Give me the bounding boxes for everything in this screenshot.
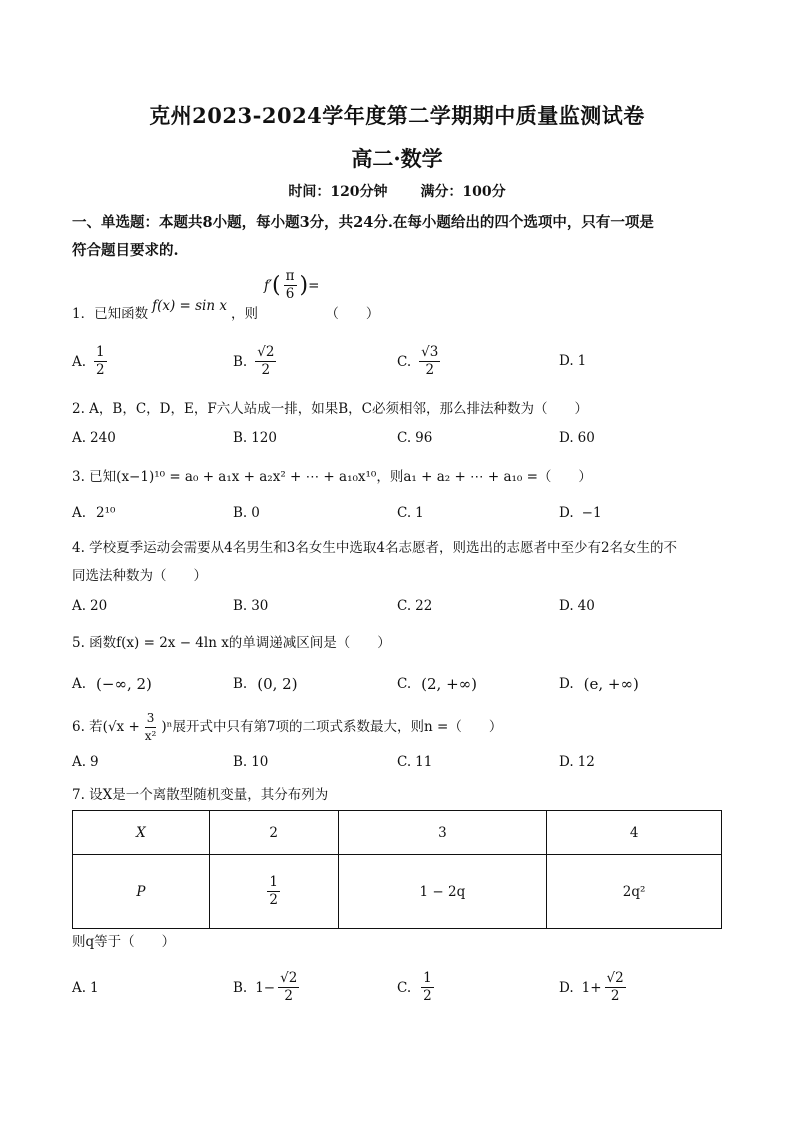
question-6 <box>72 706 732 748</box>
exam-title: 克州2023-2024学年度第二学期期中质量监测试卷 <box>149 103 645 128</box>
table-p-label: P <box>73 855 210 929</box>
q5-option-d-label: D. <box>559 676 574 692</box>
q1-derivative: f′ ( $\frac{\pi}{6}$ ) = <box>263 268 320 302</box>
q1-option-c-label: C. <box>397 353 412 370</box>
q4-line1: 4. 学校夏季运动会需要从4名男生和3名女生中选取4名志愿者，则选出的志愿者中至少有2名女生的不 <box>72 540 678 556</box>
q3-option-d[interactable] <box>559 505 602 521</box>
q2-option-a[interactable] <box>72 430 116 446</box>
q1-option-b-num: √2 <box>257 344 275 360</box>
q6-option-b-value: 10 <box>251 754 269 770</box>
exam-meta <box>0 181 794 201</box>
q5-option-d-value: (e, +∞) <box>583 675 639 693</box>
q1-option-a-label: A. <box>72 353 87 370</box>
q5-option-b-value: (0, 2) <box>257 675 298 693</box>
q6-option-d-label: D. <box>559 754 574 770</box>
q4-option-d-label: D. <box>559 598 574 614</box>
table-header-3: 3 <box>338 811 547 855</box>
exam-score: 满分：100分 <box>420 184 506 200</box>
q7-option-d-num: √2 <box>606 970 624 986</box>
q1-option-c-num: √3 <box>421 344 439 360</box>
q6-option-b[interactable] <box>233 754 268 770</box>
q3-option-b-label: B. <box>233 505 248 521</box>
q4-option-c-label: C. <box>397 598 412 614</box>
q1-option-d-value: 1 <box>577 353 587 369</box>
table-p1 <box>209 855 338 929</box>
q4-option-a[interactable] <box>72 598 107 614</box>
q7-after: 则q等于（ ） <box>72 934 176 950</box>
q5-option-a[interactable] <box>72 675 152 693</box>
section-heading-line1: 一、单选题：本题共8小题，每小题3分，共24分.在每小题给出的四个选项中，只有一项是 <box>72 214 654 231</box>
q7-option-d-den: 2 <box>610 988 620 1004</box>
q2-option-c[interactable] <box>397 430 432 446</box>
question-7: 7. 设X是一个离散型随机变量，其分布列为 <box>72 787 329 803</box>
q6-option-d-value: 12 <box>577 754 595 770</box>
q4-option-c-value: 22 <box>415 598 433 614</box>
q5-option-a-label: A. <box>72 676 87 692</box>
q7-option-b[interactable] <box>233 970 302 1005</box>
q4-line2: 同选法种数为（ ） <box>72 568 207 584</box>
q3-option-a[interactable] <box>72 505 115 521</box>
q5-option-c-label: C. <box>397 676 412 692</box>
q1-frac <box>284 268 297 303</box>
q5-option-a-value: (−∞, 2) <box>96 675 152 693</box>
q1-option-c[interactable] <box>397 344 443 379</box>
q1-option-c-frac <box>419 344 440 379</box>
q7-option-b-label: B. <box>233 979 248 996</box>
q7-option-a-value: 1 <box>90 980 99 996</box>
q3-option-b-value: 0 <box>251 505 260 521</box>
q4-option-a-value: 20 <box>90 598 108 614</box>
q6-frac-den: x² <box>144 728 157 743</box>
q6-option-c-label: C. <box>397 754 412 770</box>
q1-text-b: ，则 <box>230 306 258 322</box>
distribution-table <box>72 810 722 929</box>
question-1 <box>72 268 732 325</box>
q7-option-d[interactable] <box>559 970 629 1005</box>
q1-frac-den: 6 <box>285 286 295 302</box>
q4-option-a-label: A. <box>72 598 87 614</box>
q6-option-d[interactable] <box>559 754 595 770</box>
exam-time: 时间：120分钟 <box>288 184 388 200</box>
q1-func: f(x) = sin x <box>152 298 227 314</box>
q1-option-d-label: D. <box>559 353 574 369</box>
q3-option-a-value: 2¹⁰ <box>96 505 116 521</box>
q3-option-c-value: 1 <box>415 505 424 521</box>
q7-option-a-label: A. <box>72 980 87 996</box>
q2-option-d-label: D. <box>559 430 574 446</box>
q1-option-a-den: 2 <box>96 362 105 378</box>
q7-option-c-label: C. <box>397 979 412 996</box>
q1-frac-num: π <box>285 268 295 284</box>
q1-option-a-num: 1 <box>96 344 105 360</box>
q3-option-c-label: C. <box>397 505 412 521</box>
q7-option-c-frac <box>421 970 434 1005</box>
q6-frac-num: 3 <box>145 710 157 728</box>
q4-option-b-value: 30 <box>251 598 269 614</box>
q7-option-a[interactable] <box>72 980 99 996</box>
q4-option-c[interactable] <box>397 598 432 614</box>
q7-option-c-den: 2 <box>423 988 432 1004</box>
question-2: 2. A，B，C，D，E，F六人站成一排，如果B，C必须相邻，那么排法种数为（ ） <box>72 401 588 417</box>
q3-option-a-label: A. <box>72 505 87 521</box>
q6-option-a-value: 9 <box>90 754 99 770</box>
table-p1-num: 1 <box>269 874 278 890</box>
q5-option-b[interactable] <box>233 675 298 693</box>
q4-option-b[interactable] <box>233 598 268 614</box>
q1-option-a[interactable] <box>72 344 110 379</box>
table-row <box>73 811 722 855</box>
q6-option-c[interactable] <box>397 754 432 770</box>
q2-option-a-value: 240 <box>90 430 116 446</box>
q1-option-a-frac <box>94 344 107 379</box>
section-heading <box>72 209 727 265</box>
exam-subtitle: 高二·数学 <box>351 146 443 171</box>
q1-paren: （ ） <box>325 306 380 322</box>
q1-option-d[interactable] <box>559 353 586 369</box>
q2-option-b[interactable] <box>233 430 277 446</box>
q6-option-a[interactable] <box>72 754 99 770</box>
q7-option-d-label: D. <box>559 979 574 996</box>
q6-text-a: 6. 若(√x + <box>72 719 140 735</box>
q3-option-c[interactable] <box>397 505 424 521</box>
q7-option-d-prefix: 1+ <box>581 979 602 996</box>
q5-option-c-value: (2, +∞) <box>421 675 477 693</box>
q1-option-c-den: 2 <box>425 362 435 378</box>
question-3: 3. 已知(x−1)¹⁰ = a₀ + a₁x + a₂x² + ⋯ + a₁₀x¹⁰，则a₁ + a₂ + ⋯ + a₁₀ =（ ） <box>72 469 592 485</box>
q3-option-d-label: D. <box>559 505 574 521</box>
q1-deriv-symbol: f′ <box>263 277 273 294</box>
q2-option-c-label: C. <box>397 430 412 446</box>
q1-option-b-frac <box>255 344 276 379</box>
table-header-x: X <box>73 811 210 855</box>
q1-option-b-den: 2 <box>261 362 271 378</box>
q3-option-b[interactable] <box>233 505 260 521</box>
q7-option-b-frac <box>278 970 299 1005</box>
q7-option-b-den: 2 <box>284 988 294 1004</box>
q1-option-b[interactable] <box>233 344 279 379</box>
q1-text-a: 1．已知函数 <box>72 306 149 322</box>
q2-option-d[interactable] <box>559 430 595 446</box>
table-p2: 1 − 2q <box>338 855 547 929</box>
table-p1-frac <box>267 874 280 909</box>
question-5: 5. 函数f(x) = 2x − 4ln x的单调递减区间是（ ） <box>72 635 391 651</box>
q6-option-c-value: 11 <box>415 754 433 770</box>
q5-option-c[interactable] <box>397 675 477 693</box>
q7-option-c[interactable] <box>397 970 437 1005</box>
q2-option-b-label: B. <box>233 430 248 446</box>
q2-option-a-label: A. <box>72 430 87 446</box>
q7-option-b-num: √2 <box>280 970 298 986</box>
q2-option-b-value: 120 <box>251 430 277 446</box>
q6-option-a-label: A. <box>72 754 87 770</box>
table-p1-den: 2 <box>269 892 278 908</box>
q2-option-d-value: 60 <box>577 430 595 446</box>
q5-option-d[interactable] <box>559 675 639 693</box>
q5-option-b-label: B. <box>233 676 248 692</box>
q4-option-b-label: B. <box>233 598 248 614</box>
q6-frac <box>143 710 159 745</box>
q3-option-d-value: −1 <box>581 505 602 521</box>
question-4 <box>72 534 732 590</box>
q1-option-b-label: B. <box>233 353 248 370</box>
table-row <box>73 855 722 929</box>
q4-option-d[interactable] <box>559 598 595 614</box>
q7-option-d-frac <box>605 970 626 1005</box>
table-header-2: 2 <box>209 811 338 855</box>
q1-eq: = <box>308 277 320 294</box>
table-p3: 2q² <box>547 855 722 929</box>
section-heading-line2: 符合题目要求的. <box>72 242 179 259</box>
q7-option-b-prefix: 1− <box>255 979 276 996</box>
q4-option-d-value: 40 <box>577 598 595 614</box>
q6-text-b: )ⁿ展开式中只有第7项的二项式系数最大，则n =（ ） <box>161 719 503 735</box>
q6-option-b-label: B. <box>233 754 248 770</box>
q2-option-c-value: 96 <box>415 430 433 446</box>
q7-option-c-num: 1 <box>423 970 432 986</box>
table-header-4: 4 <box>547 811 722 855</box>
